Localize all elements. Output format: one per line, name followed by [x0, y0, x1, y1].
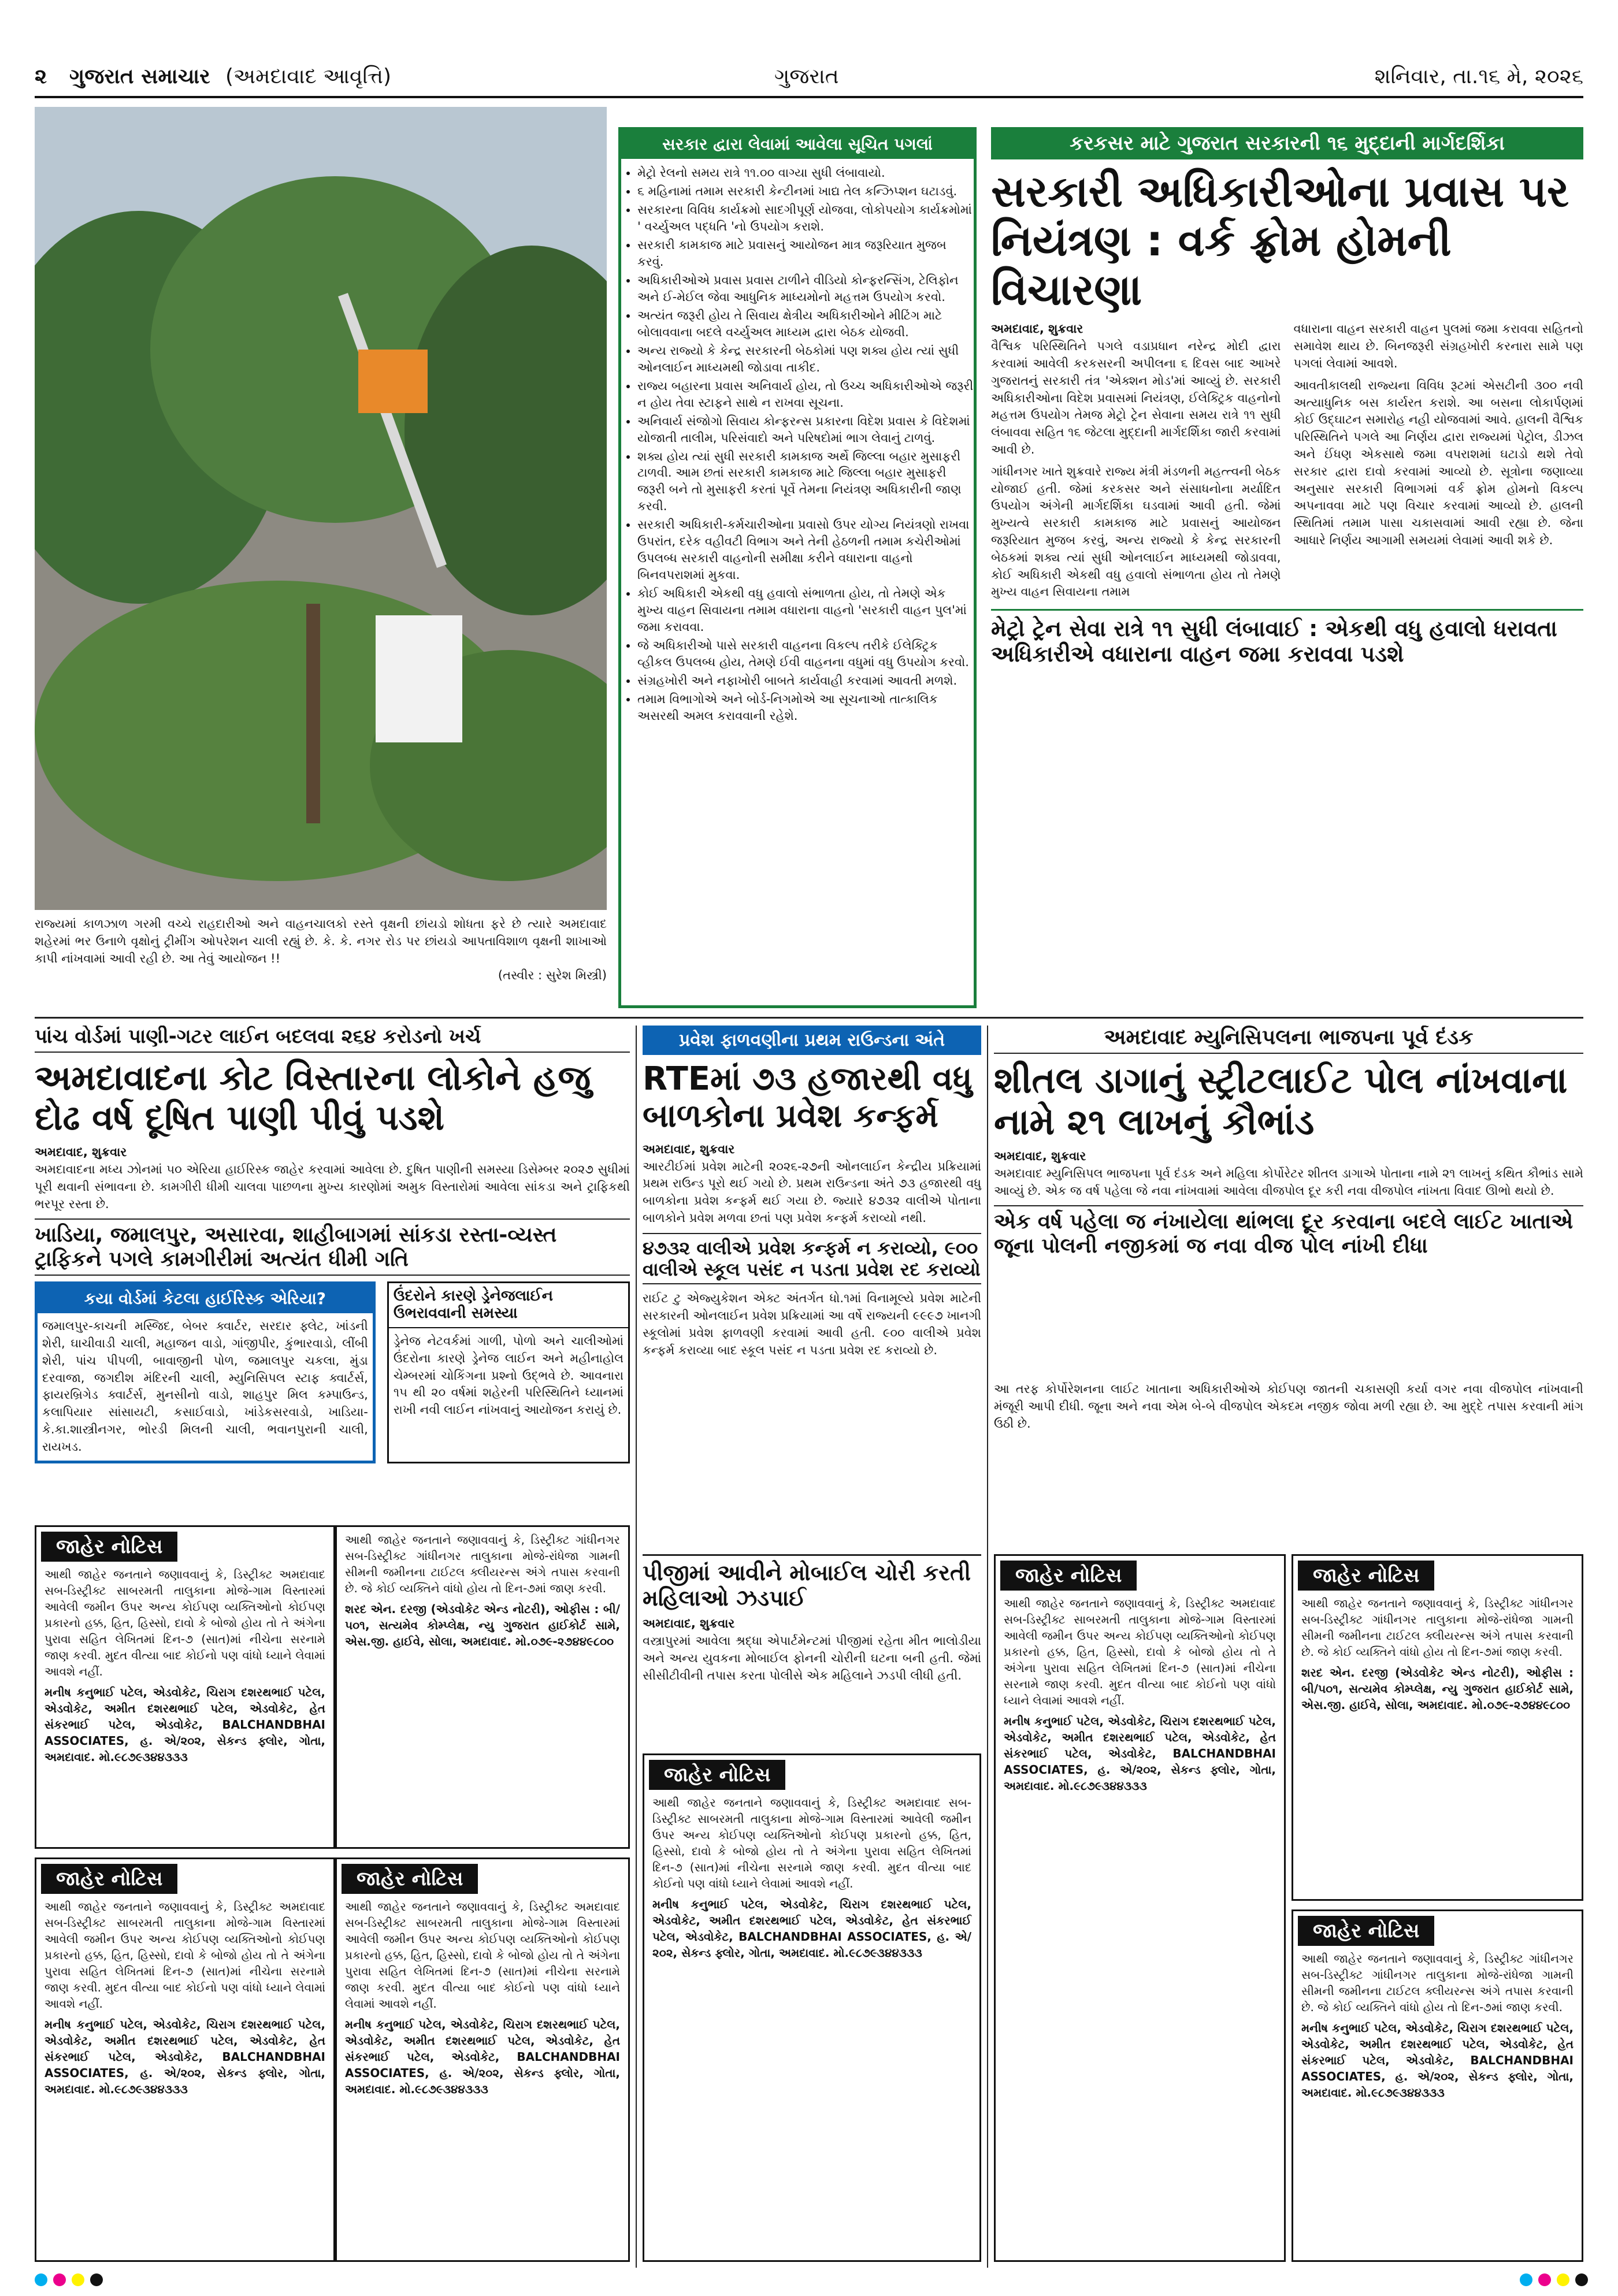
notice-1-signer: મનીષ કનુભાઈ પટેલ, એડવોકેટ, ચિરાગ દશરથભાઈ પટેલ, એડવોકેટ, અમીત દશરથભાઈ પટેલ, એડવોકેટ, હેત સંકરભાઈ પટેલ, એડવોકેટ, BALCHANDBHAI ASSOCIATES, હ. એ/૨૦૨, સેકન્ડ ફ્લોર, ગોતા, અમદાવાદ. મો.૯૮૭૯૩૪૪૩૩૩ [44, 1685, 325, 1764]
notice-2 [335, 1525, 630, 1849]
measures-box [618, 127, 977, 1008]
measure-item: • સરકારી અધિકારી-કર્મચારીઓના પ્રવાસો ઉપર યોગ્ય નિયંત્રણો રાખવા ઉપરાંત, દરેક વહીવટી વિભાગ અને તેની હેઠળની તમામ કચેરીઓમાં ઉપલબ્ધ સરકારી વાહનોની સમીક્ષા કરીને વધારાના વાહનો બિનવપરાશમાં મુકવા. [637, 517, 974, 584]
photo-credit: (તસ્વીર : સુરેશ મિસ્ત્રી) [498, 968, 607, 983]
notice-3-title: જાહેર નોટિસ [41, 1864, 177, 1894]
lead-kicker: કરકસર માટે ગુજરાત સરકારની ૧૬ મુદ્દાની માર્ગદર્શિકા [991, 127, 1583, 159]
rte-headline: RTEમાં ૭૩ હજારથી વધુ બાળકોના પ્રવેશ કન્ફર્મ [643, 1060, 973, 1135]
measures-list [637, 165, 974, 725]
robbery-body: વસ્ત્રાપુરમાં આવેલા શ્રદ્ધા એપાર્ટમેન્ટમાં પીજીમાં રહેતા મીત ભાલોડીયા અને અન્ય યુવકના મોબાઈલ ફોનની ચોરીની ઘટના બની હતી. જેમાં સીસીટીવીની તપાસ કરતા પોલીસે એક મહિલાને ઝડપી લીધી હતી. [643, 1634, 981, 1682]
magenta-mark [53, 2273, 66, 2286]
measure-item: • તમામ વિભાગોએ અને બોર્ડ-નિગમોએ આ સૂચનાઓ તાત્કાલિક અસરથી અમલ કરાવવાની રહેશે. [637, 691, 974, 725]
cyan-mark [35, 2273, 47, 2286]
water-boxes [35, 1281, 630, 1463]
notice-7-body: આથી જાહેર જનતાને જણાવવાનું કે, ડિસ્ટ્રીક્ટ ગાંધીનગર સબ-ડિસ્ટ્રીક્ટ ગાંધીનગર તાલુકાના મોજે-રાંધેજા ગામની સીમની જમીનના ટાઈટલ ક્લીયરન્સ અંગે તપાસ કરવાની છે. જે કોઈ વ્યક્તિને વાંધો હોય તો દિન-૭માં જાણ કરવી. [1301, 1596, 1574, 1659]
print-color-marks [0, 2273, 1618, 2291]
news-photo [35, 107, 607, 910]
notice-4-signer: મનીષ કનુભાઈ પટેલ, એડવોકેટ, ચિરાગ દશરથભાઈ પટેલ, એડવોકેટ, અમીત દશરથભાઈ પટેલ, એડવોકેટ, હેત સંકરભાઈ પટેલ, એડવોકેટ, BALCHANDBHAI ASSOCIATES, હ. એ/૨૦૨, સેકન્ડ ફ્લોર, ગોતા, અમદાવાદ. મો.૯૮૭૯૩૪૪૩૩૩ [345, 2018, 620, 2096]
rte-sub-headline: ૪૭૩૨ વાલીએ પ્રવેશ કન્ફર્મ ન કરાવ્યો, ૯૦૦ વાલીએ સ્કૂલ પસંદ ન પડતા પ્રવેશ રદ કરાવ્યો [643, 1233, 981, 1285]
notice-5-body: આથી જાહેર જનતાને જણાવવાનું કે, ડિસ્ટ્રીક્ટ અમદાવાદ સબ-ડિસ્ટ્રીક્ટ સાબરમતી તાલુકાના મોજે-ગામ વિસ્તારમાં આવેલી જમીન ઉપર અન્ય કોઈપણ વ્યક્તિઓનો કોઈપણ પ્રકારનો હક્ક, હિત, હિસ્સો, દાવો કે બોજો હોય તો તે અંગેના પુરાવા સહિત લેખિતમાં દિન-૭ (સાત)માં નીચેના સરનામે જાણ કરવી. મુદત વીત્યા બાદ કોઈનો પણ વાંધો ધ્યાને લેવામાં આવશે નહીં. [652, 1796, 971, 1890]
yellow-mark-right [1557, 2273, 1569, 2286]
notice-3 [35, 1857, 335, 2262]
measures-title: સરકાર દ્વારા લેવામાં આવેલા સૂચિત પગલાં [621, 130, 974, 159]
rte-kicker: પ્રવેશ ફાળવણીના પ્રથમ રાઉન્ડના અંતે [643, 1026, 981, 1055]
notice-1-title: જાહેર નોટિસ [41, 1532, 177, 1562]
black-mark [90, 2273, 103, 2286]
measure-item: • અત્યંત જરૂરી હોય તે સિવાય ક્ષેત્રીય અધિકારીઓને મીટિંગ માટે બોલાવવાના બદલે વર્ચ્યુઅલ માધ્યમ દ્વારા બેઠક યોજવી. [637, 307, 974, 341]
yellow-mark [72, 2273, 84, 2286]
lead-dateline: અમદાવાદ, શુક્રવાર [991, 322, 1083, 336]
notice-1 [35, 1525, 335, 1849]
streetlight-sub-headline: એક વર્ષ પહેલા જ નંખાયેલા થાંભલા દૂર કરવાના બદલે લાઈટ ખાતાએ જૂના પોલની નજીકમાં જ નવા વીજ પોલ નાંખી દીધા [994, 1205, 1583, 1258]
measure-item: • અધિકારીઓએ પ્રવાસ પ્રવાસ ટાળીને વીડિયો કોન્ફરન્સિંગ, ટેલિફોન અને ઈ-મેઈલ જેવા આધુનિક માધ્યમોનો મહત્તમ ઉપયોગ કરવો. [637, 272, 974, 306]
notice-7 [1292, 1554, 1583, 1901]
edition-label: (અમદાવાદ આવૃત્તિ) [225, 65, 392, 88]
notice-1-body: આથી જાહેર જનતાને જણાવવાનું કે, ડિસ્ટ્રીક્ટ અમદાવાદ સબ-ડિસ્ટ્રીક્ટ સાબરમતી તાલુકાના મોજે-ગામ વિસ્તારમાં આવેલી જમીન ઉપર અન્ય કોઈપણ વ્યક્તિઓનો કોઈપણ પ્રકારનો હક્ક, હિત, હિસ્સો, દાવો કે બોજો હોય તો તે અંગેના પુરાવા સહિત લેખિતમાં દિન-૭ (સાત)માં નીચેના સરનામે જાણ કરવી. મુદત વીત્યા બાદ કોઈનો પણ વાંધો ધ્યાને લેવામાં આવશે નહીં. [44, 1567, 325, 1678]
notice-8-body: આથી જાહેર જનતાને જણાવવાનું કે, ડિસ્ટ્રીક્ટ ગાંધીનગર સબ-ડિસ્ટ્રીક્ટ ગાંધીનગર તાલુકાના મોજે-રાંધેજા ગામની સીમની જમીનના ટાઈટલ ક્લીયરન્સ અંગે તપાસ કરવાની છે. જે કોઈ વ્યક્તિને વાંધો હોય તો દિન-૭માં જાણ કરવી. [1301, 1952, 1574, 2014]
tree-trimming-photo-illustration [35, 107, 607, 910]
notice-3-body: આથી જાહેર જનતાને જણાવવાનું કે, ડિસ્ટ્રીક્ટ અમદાવાદ સબ-ડિસ્ટ્રીક્ટ સાબરમતી તાલુકાના મોજે-ગામ વિસ્તારમાં આવેલી જમીન ઉપર અન્ય કોઈપણ વ્યક્તિઓનો કોઈપણ પ્રકારનો હક્ક, હિત, હિસ્સો, દાવો કે બોજો હોય તો તે અંગેના પુરાવા સહિત લેખિતમાં દિન-૭ (સાત)માં નીચેના સરનામે જાણ કરવી. મુદત વીત્યા બાદ કોઈનો પણ વાંધો ધ્યાને લેવામાં આવશે નહીં. [44, 1900, 325, 2011]
measure-item: • રાજ્ય બહારના પ્રવાસ અનિવાર્ય હોય, તો ઉચ્ચ અધિકારીઓએ જરૂરી ન હોય તેવા સ્ટાફને સાથે ન રાખવા સૂચના. [637, 378, 974, 411]
robbery-headline: પીજીમાં આવીને મોબાઈલ ચોરી કરતી મહિલાઓ ઝડપાઈ [643, 1560, 971, 1611]
lead-col-1 [991, 321, 1281, 601]
drain-box-body: ડ્રેનેજ નેટવર્કમાં ગાળી, પોળો અને ચાલીઓમાં ઉંદરોના કારણે ડ્રેનેજ લાઈન અને મહીનાહોલ ચેમ્બરમાં ચોકિંગના પ્રશ્નો ઉદ્ભવે છે. આવનારા ૧૫ થી ૨૦ વર્ષમાં શહેરની પરિસ્થિતિને ધ્યાનમાં રાખી નવી લાઈન નાંખવાનું આયોજન કરાયું છે. [393, 1333, 624, 1417]
notice-7-title: જાહેર નોટિસ [1298, 1561, 1434, 1591]
water-body: અમદાવાદના મધ્ય ઝોનમાં ૫૦ એરિયા હાઈરિસ્ક જાહેર કરવામાં આવેલા છે. દુષિત પાણીની સમસ્યા ડિસેમ્બર ૨૦૨૭ સુધીમાં પૂરી થવાની સંભાવના છે. કામગીરી ધીમી ચાલવા પાછળના મુખ્ય કારણોમાં અમુક વિસ્તારોમાં આવેલા સાંકડા અને ટ્રાફિકથી ભરપૂર રસ્તા છે. [35, 1162, 630, 1211]
streetlight-body-1: અમદાવાદ મ્યુનિસિપલ ભાજપના પૂર્વ દંડક અને મહિલા કોર્પોરેટર શીતલ ડાગાએ પોતાના નામે ૨૧ લાખનું કથિત કૌભાંડ સામે આવ્યું છે. એક જ વર્ષ પહેલા જે નવા નાંખવામાં આવેલા વીજપોલ દૂર કરી નવા વીજપોલ નાંખતા વિવાદ ઊભો થયો છે. [994, 1166, 1583, 1198]
lead-body-3: વધારાના વાહન સરકારી વાહન પુલમાં જમા કરાવવા સહિતનો સમાવેશ થાય છે. બિનજરૂરી સંગ્રહખોરી કરનારા સામે પણ પગલાં લેવામાં આવશે. [1293, 322, 1583, 370]
photo-caption: રાજ્યમાં કાળઝાળ ગરમી વચ્ચે રાહદારીઓ અને વાહનચાલકો રસ્તે વૃક્ષની છાંયડો શોધતા ફરે છે ત્યારે અમદાવાદ શહેરમાં ભર ઉનાળે વૃક્ષોનું ટ્રીમીંગ ઓપરેશન ચાલી રહ્યું છે. કે. કે. નગર રોડ પર છાંયડો આપતાવિશાળ વૃક્ષની શાખાઓ કાપી નાંખવામાં આવી રહી છે. આ તેવું આયોજન !! [35, 917, 607, 965]
streetlight-story [994, 1026, 1583, 1372]
rte-body-2: રાઈટ ટુ એજ્યુકેશન એક્ટ અંતર્ગત ધો.૧માં વિનામૂલ્યે પ્રવેશ માટેની સરકારની ઓનલાઈન પ્રવેશ પ્રક્રિયામાં આ વર્ષે રાજ્યની ૯૯૯૭ ખાનગી સ્કૂલોમાં પ્રવેશ ફાળવણી કરવામાં આવી હતી. ૯૦૦ વાલીએ પ્રવેશ કન્ફર્મ કરાવ્યા બાદ સ્કૂલ પસંદ ન પડતા પ્રવેશ રદ કરાવ્યો છે. [643, 1291, 981, 1357]
notice-6-title: જાહેર નોટિસ [1000, 1561, 1137, 1591]
lead-body-4: આવતીકાલથી રાજ્યના વિવિધ રૂટમાં એસટીની ૩૦૦ નવી અત્યાધુનિક બસ કાર્યરત કરાશે. આ બસના લોકાર્પણમાં કોઈ ઉદ્ઘાટન સમારોહ નહી યોજવામાં આવે. હાલની વૈશ્વિક પરિસ્થિતિને પગલે આ નિર્ણય દ્વારા રાજ્યમાં પેટ્રોલ, ડીઝલ અને ઈંધણ એકસાથે જમા વપરાશમાં ઘટાડો થશે તેવો સરકાર દ્વારા દાવો કરવામાં આવ્યો છે. સૂત્રોના જણાવ્યા અનુસાર સરકારી વિભાગમાં વર્ક ફ્રોમ હોમનો વિકલ્પ અપનાવવા માટે પણ વિચાર કરવામાં આવ્યો છે. હાલની સ્થિતિમાં તમામ પાસા ચકાસવામાં આવી રહ્યા છે. જેના આધારે નિર્ણય આગામી સમયમાં લેવામાં આવી શકે છે. [1293, 378, 1583, 548]
lead-sub-headline: મેટ્રો ટ્રેન સેવા રાત્રે ૧૧ સુધી લંબાવાઈ : એકથી વધુ હવાલો ધરાવતા અધિકારીએ વધારાના વાહન જમા કરાવવા પડશે [991, 609, 1583, 667]
rte-story [643, 1026, 981, 1545]
notice-6-body: આથી જાહેર જનતાને જણાવવાનું કે, ડિસ્ટ્રીક્ટ અમદાવાદ સબ-ડિસ્ટ્રીક્ટ સાબરમતી તાલુકાના મોજે-ગામ વિસ્તારમાં આવેલી જમીન ઉપર અન્ય કોઈપણ વ્યક્તિઓનો કોઈપણ પ્રકારનો હક્ક, હિત, હિસ્સો, દાવો કે બોજો હોય તો તે અંગેના પુરાવા સહિત લેખિતમાં દિન-૭ (સાત)માં નીચેના સરનામે જાણ કરવી. મુદત વીત્યા બાદ કોઈનો પણ વાંધો ધ્યાને લેવામાં આવશે નહીં. [1004, 1596, 1276, 1707]
lead-col-2 [1294, 321, 1584, 601]
lead-columns [991, 321, 1583, 601]
water-story [35, 1026, 630, 1517]
measure-item: • સરકારી કામકાજ માટે પ્રવાસનું આયોજન માત્ર જરૂરિયાત મુજબ કરવું. [637, 237, 974, 270]
magenta-mark-right [1538, 2273, 1551, 2286]
section-label: ગુજરાત [774, 65, 839, 88]
water-headline: અમદાવાદના કોટ વિસ્તારના લોકોને હજુ દોઢ વર્ષ દૂષિત પાણી પીવું પડશે [35, 1058, 591, 1139]
notice-4 [335, 1857, 630, 2262]
notice-2-body: આથી જાહેર જનતાને જણાવવાનું કે, ડિસ્ટ્રીક્ટ ગાંધીનગર સબ-ડિસ્ટ્રીક્ટ ગાંધીનગર તાલુકાના મોજે-રાંધેજા ગામની સીમની જમીનના ટાઈટલ ક્લીયરન્સ અંગે તપાસ કરવાની છે. જે કોઈ વ્યક્તિને વાંધો હોય તો દિન-૭માં જાણ કરવી. [345, 1533, 620, 1595]
lead-story [991, 127, 1583, 1008]
notice-7-signer: શરદ એન. દરજી (એડવોકેટ એન્ડ નોટરી), ઓફીસ : બી/૫૦૧, સત્યમેવ કોમ્પ્લેક્ષ, ન્યુ ગુજરાત હાઈકોર્ટ સામે, એસ.જી. હાઈવે, સોલા, અમદાવાદ. મો.૦૭૯-૨૭૪૪૯૮૦૦ [1301, 1666, 1574, 1712]
rte-body-1: આરટીઈમાં પ્રવેશ માટેની ૨૦૨૬-૨૭ની ઓનલાઈન કેન્દ્રીય પ્રક્રિયામાં પ્રથમ રાઉન્ડ પૂરો થઈ ગયો છે. પ્રથમ રાઉન્ડના અંતે ૭૩ હજારથી વધુ બાળકોના પ્રવેશ કન્ફર્મ થઈ ગયા છે. જ્યારે ૪૭૩૨ વાલીએ પોતાના બાળકોને પ્રવેશ મળવા છતાં પણ પ્રવેશ કન્ફર્મ કરાવ્યો નથી. [643, 1159, 981, 1225]
notice-6-signer: મનીષ કનુભાઈ પટેલ, એડવોકેટ, ચિરાગ દશરથભાઈ પટેલ, એડવોકેટ, અમીત દશરથભાઈ પટેલ, એડવોકેટ, હેત સંકરભાઈ પટેલ, એડવોકેટ, BALCHANDBHAI ASSOCIATES, હ. એ/૨૦૨, સેકન્ડ ફ્લોર, ગોતા, અમદાવાદ. મો.૯૮૭૯૩૪૪૩૩૩ [1004, 1714, 1276, 1793]
notice-5-title: જાહેર નોટિસ [649, 1760, 785, 1790]
paper-name: ગુજરાત સમાચાર [69, 65, 210, 88]
notice-5-signer: મનીષ કનુભાઈ પટેલ, એડવોકેટ, ચિરાગ દશરથભાઈ પટેલ, એડવોકેટ, અમીત દશરથભાઈ પટેલ, એડવોકેટ, હેત સંકરભાઈ પટેલ, એડવોકેટ, BALCHANDBHAI ASSOCIATES, હ. એ/૨૦૨, સેકન્ડ ફ્લોર, ગોતા, અમદાવાદ. મો.૯૮૭૯૩૪૪૩૩૩ [652, 1897, 971, 1960]
water-kicker: પાંચ વોર્ડમાં પાણી-ગટર લાઈન બદલવા ૨૬૪ કરોડનો ખર્ચ [35, 1026, 630, 1053]
streetlight-headline: શીતલ ડાગાનું સ્ટ્રીટલાઈટ પોલ નાંખવાના નામે ૨૧ લાખનું કૌભાંડ [994, 1059, 1568, 1143]
lead-body-1: વૈશ્વિક પરિસ્થિતિને પગલે વડાપ્રધાન નરેન્દ્ર મોદી દ્વારા કરવામાં આવેલી કરકસરની અપીલના ૬ દિવસ બાદ આખરે ગુજરાતનું સરકારી તંત્ર 'એક્શન મોડ'માં આવ્યું છે. સરકારી અધિકારીઓના વિદેશ પ્રવાસમાં નિયંત્રણ, ઈલેક્ટ્રિક વાહનોનો મહત્તમ ઉપયોગ તેમજ મેટ્રો ટ્રેન સેવાના સમય રાત્રે ૧૧ સુધી લંબાવવા સહિત ૧૬ જેટલા મુદ્દાની માર્ગદર્શિકા જારી કરવામાં આવી છે. [991, 339, 1281, 456]
streetlight-dateline: અમદાવાદ, શુક્રવાર [994, 1149, 1086, 1163]
wards-box-title: કયા વોર્ડમાં કેટલા હાઈરિસ્ક એરિયા? [38, 1284, 373, 1313]
notice-8 [1292, 1909, 1583, 2262]
measure-item: • ૬ મહિનામાં તમામ સરકારી કેન્ટીનમાં ખાદ્ય તેલ કન્ઝિપ્શન ઘટાડવું. [637, 183, 974, 200]
measure-item: • જે અધિકારીઓ પાસે સરકારી વાહનના વિકલ્પ તરીકે ઈલેક્ટ્રિક વ્હીકલ ઉપલબ્ધ હોય, તેમણે ઈવી વાહનના વધુમાં વધુ ઉપયોગ કરવો. [637, 637, 974, 671]
measure-item: • સંગ્રહખોરી અને નફાખોરી બાબતે કાર્યવાહી કરવામાં આવતી મળશે. [637, 673, 974, 689]
notice-6 [994, 1554, 1286, 2262]
rte-dateline: અમદાવાદ, શુક્રવાર [643, 1142, 735, 1156]
measure-item: • અનિવાર્ય સંજોગો સિવાય કોન્ફરન્સ પ્રકારના વિદેશ પ્રવાસ કે વિદેશમાં યોજાતી તાલીમ, પરિસંવાદો અને પરિષદોમાં ભાગ લેવાનું ટાળવું. [637, 413, 974, 447]
water-sub-headline: ખાડિયા, જમાલપુર, અસારવા, શાહીબાગમાં સાંકડા રસ્તા-વ્યસ્ત ટ્રાફિકને પગલે કામગીરીમાં અત્યંત ધીમી ગતિ [35, 1218, 630, 1276]
notice-5 [643, 1753, 981, 2262]
page-number: ૨ [35, 65, 47, 88]
notice-8-title: જાહેર નોટિસ [1298, 1916, 1434, 1946]
measure-item: • કોઈ અધિકારી એકથી વધુ હવાલો સંભાળતા હોય, તો તેમણે એક મુખ્ય વાહન સિવાયના તમામ વધારાના વાહનો 'સરકારી વાહન પુલ'માં જમા કરાવવા. [637, 585, 974, 636]
notice-3-signer: મનીષ કનુભાઈ પટેલ, એડવોકેટ, ચિરાગ દશરથભાઈ પટેલ, એડવોકેટ, અમીત દશરથભાઈ પટેલ, એડવોકેટ, હેત સંકરભાઈ પટેલ, એડવોકેટ, BALCHANDBHAI ASSOCIATES, હ. એ/૨૦૨, સેકન્ડ ફ્લોર, ગોતા, અમદાવાદ. મો.૯૮૭૯૩૪૪૩૩૩ [44, 2018, 325, 2096]
notice-8-signer: મનીષ કનુભાઈ પટેલ, એડવોકેટ, ચિરાગ દશરથભાઈ પટેલ, એડવોકેટ, અમીત દશરથભાઈ પટેલ, એડવોકેટ, હેત સંકરભાઈ પટેલ, એડવોકેટ, BALCHANDBHAI ASSOCIATES, હ. એ/૨૦૨, સેકન્ડ ફ્લોર, ગોતા, અમદાવાદ. મો.૯૮૭૯૩૪૪૩૩૩ [1301, 2021, 1574, 2100]
measure-item: • શક્ય હોય ત્યાં સુધી સરકારી કામકાજ અર્થે જિલ્લા બહાર મુસાફરી ટાળવી. આમ છતાં સરકારી કામકાજ માટે જિલ્લા બહાર મુસાફરી જરૂરી બને તો મુસાફરી કરતાં પૂર્વે તેમના નિયંત્રણ અધિકારીની જાણ કરવી. [637, 448, 974, 515]
robbery-dateline: અમદાવાદ, શુક્રવાર [643, 1617, 735, 1631]
black-mark-right [1575, 2273, 1588, 2286]
lead-headline: સરકારી અધિકારીઓના પ્રવાસ પર નિયંત્રણ : વર્ક ફ્રોમ હોમની વિચારણા [991, 167, 1569, 315]
photo-block [35, 107, 607, 1008]
issue-date: શનિવાર, તા.૧૬ મે, ૨૦૨૬ [1374, 65, 1583, 88]
drain-box [387, 1281, 630, 1463]
lead-body-2: ગાંધીનગર ખાતે શુક્રવારે રાજ્ય મંત્રી મંડળની મહત્ત્વની બેઠક યોજાઈ હતી. જેમાં કરકસર અને સંસાધનોના મર્યાદિત ઉપયોગ અંગેની માર્ગદર્શિકા ઘડવામાં આવી હતી. જેમાં મુખ્યત્વે સરકારી કામકાજ માટે પ્રવાસનું આયોજન જરૂરિયાત મુજબ કરવું, અન્ય રાજ્યો કે કેન્દ્ર સરકારની બેઠકમાં શક્ય ત્યાં સુધી ઓનલાઈન માધ્યમથી જોડાવવા, કોઈ અધિકારી એકથી વધુ હવાલો સંભાળતા હોય તો તેમણે મુખ્ય વાહન સિવાયના તમામ [991, 464, 1281, 599]
notice-2-signer: શરદ એન. દરજી (એડવોકેટ એન્ડ નોટરી), ઓફીસ : બી/૫૦૧, સત્યમેવ કોમ્પ્લેક્ષ, ન્યુ ગુજરાત હાઈકોર્ટ સામે, એસ.જી. હાઈવે, સોલા, અમદાવાદ. મો.૦૭૯-૨૭૪૪૯૮૦૦ [345, 1602, 620, 1648]
notice-4-title: જાહેર નોટિસ [342, 1864, 478, 1894]
wards-box [35, 1281, 376, 1463]
drain-box-title: ઉંદરોને કારણે ડ્રેનેજલાઈન ઉભરાવવાની સમસ્યા [389, 1283, 628, 1328]
measure-item: • સરકારના વિવિધ કાર્યક્રમો સાદગીપૂર્ણ યોજવા, લોકોપયોગ કાર્યક્રમોમાં ' વર્ચ્યુઅલ પદ્ધતિ 'નો ઉપયોગ કરાશે. [637, 202, 974, 235]
streetlight-kicker: અમદાવાદ મ્યુનિસિપલના ભાજપના પૂર્વ દંડક [994, 1026, 1583, 1054]
robbery-story [643, 1554, 981, 1745]
wards-box-body: જમાલપુર-કાચની મસ્જિદ, બેબર ક્વાર્ટર, સરદાર ફ્લેટ, ખાંડની શેરી, ઘાચીવાડી ચાલી, મહાજન વાડો, ગાંજીપીર, કુંભારવાડો, લીંબી શેરી, પાંચ પીપળી, બાવાજીની પોળ, જમાલપુર ચકલા, મુંડા દરવાજા, જગદીશ મંદિરની ચાલી, મ્યુનિસિપલ સ્ટાફ ક્વાર્ટર્સ, ફાયરબ્રિગેડ ક્વાર્ટર્સ, મુનસીનો વાડો, શાહપુર મિલ કમ્પાઉન્ડ, કલાપિયાર સાંસાયટી, કસાઈવાડો, ખાંડેકસરવાડો, ખાડિયા-કે.કા.શાસ્ત્રીનગર, ભોરડી મિલની ચાલી, ભવાનપુરાની ચાલી, રાયખડ. [42, 1319, 368, 1454]
water-dateline: અમદાવાદ, શુક્રવાર [35, 1145, 127, 1160]
column-rule-2 [987, 1026, 988, 2268]
streetlight-body-2: આ તરફ કોર્પોરેશનના લાઈટ ખાતાના અધિકારીઓએ કોઈપણ જાતની ચકાસણી કર્યા વગર નવા વીજપોલ નાંખવાની મંજૂરી આપી દીધી. જૂના અને નવા એમ બે-બે વીજપોલ એકદમ નજીક જોવા મળી રહ્યા છે. આ મુદ્દે તપાસ કરવાની માંગ ઉઠી છે. [994, 1382, 1583, 1431]
section-divider [35, 1017, 1583, 1019]
measure-item: • અન્ય રાજ્યો કે કેન્દ્ર સરકારની બેઠકોમાં પણ શક્ય હોય ત્યાં સુધી ઓનલાઈન માધ્યમથી જોડાવા તાકીદ. [637, 343, 974, 376]
column-rule-1 [636, 1026, 637, 2268]
measure-item: • મેટ્રો રેલનો સમય રાત્રે ૧૧.૦૦ વાગ્યા સુધી લંબાવાયો. [637, 165, 974, 181]
notice-4-body: આથી જાહેર જનતાને જણાવવાનું કે, ડિસ્ટ્રીક્ટ અમદાવાદ સબ-ડિસ્ટ્રીક્ટ સાબરમતી તાલુકાના મોજે-ગામ વિસ્તારમાં આવેલી જમીન ઉપર અન્ય કોઈપણ વ્યક્તિઓનો કોઈપણ પ્રકારનો હક્ક, હિત, હિસ્સો, દાવો કે બોજો હોય તો તે અંગેના પુરાવા સહિત લેખિતમાં દિન-૭ (સાત)માં નીચેના સરનામે જાણ કરવી. મુદત વીત્યા બાદ કોઈનો પણ વાંધો ધ્યાને લેવામાં આવશે નહીં. [345, 1900, 620, 2011]
cyan-mark-right [1520, 2273, 1532, 2286]
masthead [35, 58, 1583, 98]
